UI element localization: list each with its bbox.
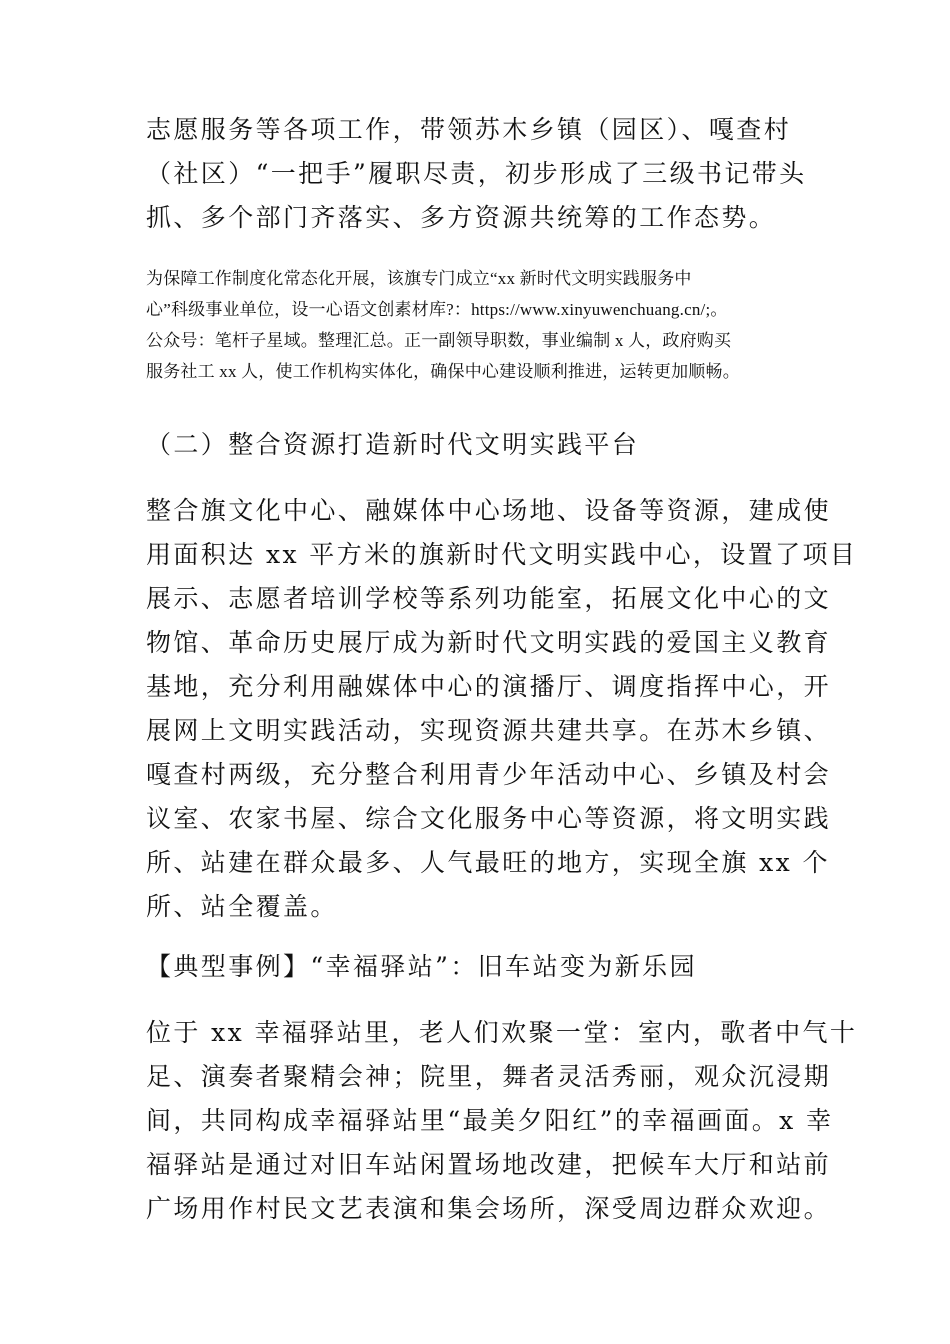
text-line: 心”科级事业单位，设一心语文创素材库?：https://www.xinyuwenchuang.cn/;。	[146, 300, 728, 319]
text-line: 议室、农家书屋、综合文化服务中心等资源，将文明实践	[146, 804, 832, 833]
text-line: 广场用作村民文艺表演和集会场所，深受周边群众欢迎。	[146, 1194, 832, 1223]
text-line: 服务社工 xx 人，使工作机构实体化，确保中心建设顺利推进，运转更加顺畅。	[146, 362, 740, 381]
paragraph-happiness-station	[146, 1011, 858, 1231]
text-line: 展网上文明实践活动，实现资源共建共享。在苏木乡镇、	[146, 716, 832, 745]
text-line: 展示、志愿者培训学校等系列功能室，拓展文化中心的文	[146, 584, 832, 613]
text-line: 志愿服务等各项工作，带领苏木乡镇（园区）、嘎查村	[146, 115, 792, 144]
text-line: 公众号：笔杆子星域。整理汇总。正一副领导职数，事业编制 x 人，政府购买	[146, 331, 732, 350]
text-line: 嘎查村两级，充分整合利用青少年活动中心、乡镇及村会	[146, 760, 832, 789]
heading-text: （二）整合资源打造新时代文明实践平台	[146, 430, 640, 459]
text-line: 物馆、革命历史展厅成为新时代文明实践的爱国主义教育	[146, 628, 832, 657]
text-line: （社区）“一把手”履职尽责，初步形成了三级书记带头	[146, 159, 807, 188]
text-line: 所、站建在群众最多、人气最旺的地方，实现全旗 xx 个	[146, 848, 830, 877]
text-line: 位于 xx 幸福驿站里，老人们欢聚一堂：室内，歌者中气十	[146, 1018, 858, 1047]
paragraph-work-situation	[146, 108, 806, 240]
text-line: 所、站全覆盖。	[146, 892, 338, 921]
section-heading-typical-case	[146, 945, 806, 989]
text-line: 间，共同构成幸福驿站里“最美夕阳红”的幸福画面。x 幸	[146, 1106, 834, 1135]
text-line: 用面积达 xx 平方米的旗新时代文明实践中心，设置了项目	[146, 540, 858, 569]
paragraph-service-center	[146, 263, 826, 387]
paragraph-resource-integration	[146, 489, 858, 929]
text-line: 基地，充分利用融媒体中心的演播厅、调度指挥中心，开	[146, 672, 832, 701]
heading-text: 【典型事例】“幸福驿站”：旧车站变为新乐园	[146, 952, 697, 981]
text-line: 抓、多个部门齐落实、多方资源共统筹的工作态势。	[146, 203, 777, 232]
text-line: 福驿站是通过对旧车站闲置场地改建，把候车大厅和站前	[146, 1150, 832, 1179]
section-heading-platform	[146, 423, 806, 467]
text-line: 足、演奏者聚精会神；院里，舞者灵活秀丽，观众沉浸期	[146, 1062, 832, 1091]
text-line: 为保障工作制度化常态化开展，该旗专门成立“xx 新时代文明实践服务中	[146, 269, 692, 288]
text-line: 整合旗文化中心、融媒体中心场地、设备等资源，建成使	[146, 496, 832, 525]
